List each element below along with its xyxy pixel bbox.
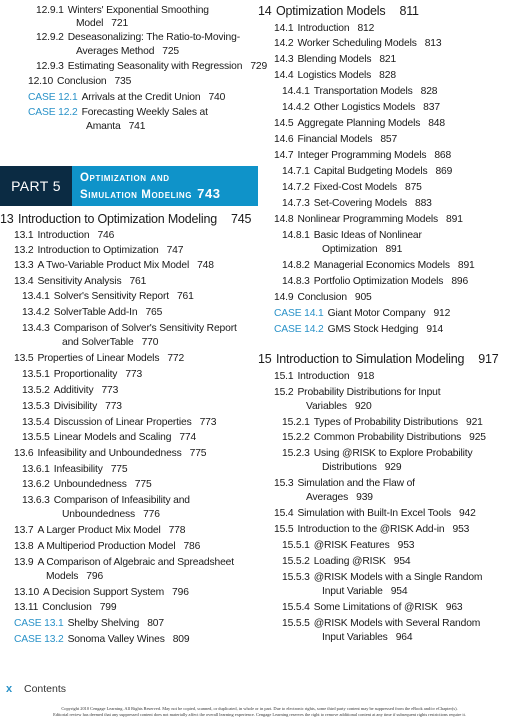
part-title-line2: Simulation Modeling	[80, 189, 193, 201]
toc-entry	[0, 322, 258, 335]
section-title: and SolverTable	[62, 337, 134, 348]
page-number: 773	[199, 417, 217, 428]
toc-entry	[258, 165, 519, 178]
section-number: 13.8	[14, 541, 34, 552]
page-number: 772	[167, 353, 185, 364]
page-number: 775	[134, 479, 152, 490]
toc-entry	[0, 384, 258, 397]
page-number: 813	[424, 38, 442, 49]
section-number: 13.5.4	[22, 417, 50, 428]
page-number: 868	[434, 150, 452, 161]
section-title: Introduction	[297, 23, 350, 34]
page-number: 773	[101, 385, 119, 396]
section-number: 13.2	[14, 245, 34, 256]
toc-entry	[0, 508, 258, 521]
toc-entry	[258, 370, 519, 383]
section-title: Blending Models	[297, 54, 372, 65]
chapter-entry	[0, 212, 258, 227]
toc-entry	[258, 555, 519, 568]
section-title: Input Variables	[322, 632, 388, 643]
section-title: Optimization Models	[276, 4, 386, 18]
section-title: Variables	[306, 401, 347, 412]
toc-entry	[0, 4, 258, 17]
page-number: 848	[428, 118, 445, 129]
section-title: Winters' Exponential Smoothing	[67, 5, 209, 16]
page-number: 929	[384, 462, 402, 473]
section-number: 13.4.1	[22, 291, 50, 302]
section-number: 15.5	[274, 524, 294, 535]
page-number-mark: x	[6, 683, 13, 695]
section-title: Introduction to Simulation Modeling	[276, 352, 465, 366]
section-title: Probability Distributions for Input	[297, 387, 441, 398]
section-title: GMS Stock Hedging	[327, 324, 419, 335]
section-number: CASE 13.1	[14, 618, 64, 629]
section-title: Some Limitations of @RISK	[313, 602, 438, 613]
section-title: Nonlinear Programming Models	[297, 214, 439, 225]
toc-entry	[0, 494, 258, 507]
section-number: CASE 14.1	[274, 308, 324, 319]
section-number: 15.5.5	[282, 618, 310, 629]
page-number: 725	[162, 46, 180, 57]
toc-entry	[0, 60, 268, 73]
toc-entry	[258, 213, 519, 226]
section-number: 14.6	[274, 134, 294, 145]
toc-entry	[0, 31, 258, 44]
toc-entry	[258, 461, 519, 474]
toc-entry	[0, 259, 258, 272]
toc-entry	[258, 101, 519, 114]
toc-entry	[258, 617, 519, 630]
page-number: 918	[357, 371, 375, 382]
page-number: 765	[145, 307, 163, 318]
toc-entry	[258, 53, 519, 66]
section-title: @RISK Models with a Single Random	[313, 572, 483, 583]
page-number: 869	[435, 166, 453, 177]
section-title: Models	[46, 571, 79, 582]
page-number: 912	[433, 308, 451, 319]
toc-entry	[258, 275, 519, 288]
page-number: 942	[458, 508, 476, 519]
toc-entry	[0, 275, 258, 288]
toc-entry	[0, 447, 258, 460]
section-title: Model	[76, 18, 104, 29]
page-number: 745	[230, 212, 252, 226]
section-number: 14.4.1	[282, 86, 310, 97]
page-number: 741	[128, 121, 146, 132]
section-number: CASE 12.2	[28, 107, 78, 118]
section-number: 14.2	[274, 38, 294, 49]
toc-entry	[0, 570, 258, 583]
toc-entry	[0, 352, 258, 365]
toc-entry	[0, 524, 258, 537]
page-number: 774	[179, 432, 197, 443]
section-title: A Larger Product Mix Model	[37, 525, 161, 536]
page-number: 811	[399, 4, 419, 18]
section-title: Comparison of Infeasibility and	[53, 495, 190, 506]
section-title: Sonoma Valley Wines	[67, 634, 165, 645]
page-number: 740	[208, 92, 226, 103]
section-title: Worker Scheduling Models	[297, 38, 417, 49]
page-number: 953	[397, 540, 415, 551]
section-number: 13.4.3	[22, 323, 50, 334]
section-title: Solver's Sensitivity Report	[53, 291, 169, 302]
page-number: 747	[166, 245, 184, 256]
toc-entry	[258, 601, 519, 614]
section-number: 14.8.3	[282, 276, 310, 287]
toc-entry	[0, 601, 258, 614]
section-title: Properties of Linear Models	[37, 353, 160, 364]
section-number: 12.10	[28, 76, 54, 87]
toc-entry	[0, 478, 258, 491]
section-title: Conclusion	[57, 76, 107, 87]
toc-entry	[258, 571, 519, 584]
toc-entry	[258, 69, 519, 82]
toc-entry	[258, 133, 519, 146]
section-title: Introduction	[37, 230, 90, 241]
page-number: 953	[452, 524, 470, 535]
section-number: 14.8.2	[282, 260, 310, 271]
section-title: Proportionality	[53, 369, 118, 380]
page-number: 954	[393, 556, 411, 567]
page-number: 925	[469, 432, 486, 443]
page-number: 748	[197, 260, 214, 271]
page-number: 828	[420, 86, 438, 97]
toc-entry	[258, 431, 519, 444]
section-number: 13.10	[14, 587, 40, 598]
toc-entry	[0, 556, 258, 569]
section-number: 13.9	[14, 557, 34, 568]
page-number: 891	[446, 214, 463, 225]
toc-entry	[0, 75, 258, 88]
case-entry	[258, 307, 519, 320]
section-title: Optimization	[322, 244, 378, 255]
chapter-entry	[258, 352, 519, 367]
section-number: 14.4	[274, 70, 294, 81]
page-number: 875	[405, 182, 422, 193]
section-number: CASE 14.2	[274, 324, 324, 335]
section-title: Forecasting Weekly Sales at	[81, 107, 208, 118]
toc-entry	[0, 45, 258, 58]
section-title: Infeasibility	[53, 464, 103, 475]
chapter-entry	[258, 4, 519, 19]
section-title: SolverTable Add-In	[53, 307, 138, 318]
section-number: 15.2.1	[282, 417, 310, 428]
section-title: Infeasibility and Unboundedness	[37, 448, 182, 459]
section-title: Introduction to Optimization Modeling	[18, 212, 217, 226]
copyright-line-2: Editorial review has deemed that any suppressed content does not materially affect the overall learning experience. Cengage Learning reserves the right to remove additional content at any time if subsequent rights restrictions require it.	[53, 712, 466, 717]
toc-entry	[258, 400, 519, 413]
section-title: Comparison of Solver's Sensitivity Report	[53, 323, 237, 334]
section-title: Loading @RISK	[313, 556, 386, 567]
section-number: 12.9.2	[36, 32, 64, 43]
toc-entry	[258, 243, 519, 256]
section-number: 14.7	[274, 150, 294, 161]
section-number: 15.5.2	[282, 556, 310, 567]
case-entry	[0, 106, 258, 119]
section-title: Conclusion	[297, 292, 347, 303]
section-number: 13.5	[14, 353, 34, 364]
section-title: A Two-Variable Product Mix Model	[37, 260, 190, 271]
section-title: Introduction to Optimization	[37, 245, 159, 256]
section-number: 14.9	[274, 292, 294, 303]
section-number: 12.9.1	[36, 5, 64, 16]
section-title: Fixed-Cost Models	[313, 182, 398, 193]
toc-entry	[258, 197, 519, 210]
page-number: 828	[379, 70, 396, 81]
section-number: 13.11	[14, 602, 39, 613]
page-number: 914	[426, 324, 444, 335]
section-title: @RISK Features	[313, 540, 390, 551]
page-number: 891	[457, 260, 475, 271]
section-number: 13.6	[14, 448, 34, 459]
page-number: 721	[111, 18, 129, 29]
section-title: Sensitivity Analysis	[37, 276, 122, 287]
section-number: 15.5.4	[282, 602, 310, 613]
section-title: Arrivals at the Credit Union	[81, 92, 201, 103]
section-title: Distributions	[322, 462, 377, 473]
page-number: 857	[380, 134, 398, 145]
section-title: Basic Ideas of Nonlinear	[313, 230, 422, 241]
section-title: Introduction to the @RISK Add-in	[297, 524, 445, 535]
section-title: Managerial Economics Models	[313, 260, 450, 271]
toc-entry	[258, 22, 519, 35]
section-title: Transportation Models	[313, 86, 413, 97]
toc-entry	[0, 244, 258, 257]
page-number: 905	[354, 292, 372, 303]
page-number: 770	[141, 337, 159, 348]
page-number: 883	[415, 198, 432, 209]
page-number: 812	[357, 23, 375, 34]
section-number: 14.5	[274, 118, 294, 129]
section-number: 15	[258, 352, 272, 366]
section-number: 14.8	[274, 214, 294, 225]
toc-entry	[0, 400, 258, 413]
page-number: 746	[97, 230, 115, 241]
section-title: Common Probability Distributions	[313, 432, 462, 443]
toc-entry	[258, 181, 519, 194]
case-entry	[0, 633, 258, 646]
page-number: 796	[86, 571, 104, 582]
section-number: 15.4	[274, 508, 294, 519]
section-number: 13.5.2	[22, 385, 50, 396]
part-label: PART 5	[0, 166, 72, 206]
section-title: Conclusion	[42, 602, 92, 613]
toc-entry	[258, 291, 519, 304]
section-title: Simulation and the Flaw of	[297, 478, 415, 489]
page-number: 921	[466, 417, 483, 428]
section-number: 13.4	[14, 276, 34, 287]
section-title: Logistics Models	[297, 70, 372, 81]
section-number: 15.2.2	[282, 432, 310, 443]
toc-entry	[258, 117, 519, 130]
part-page: 743	[197, 186, 221, 201]
section-title: Amanta	[86, 121, 121, 132]
page-number: 809	[172, 634, 190, 645]
section-number: 15.3	[274, 478, 294, 489]
section-number: 14.7.3	[282, 198, 310, 209]
toc-entry	[0, 463, 258, 476]
toc-entry	[0, 586, 258, 599]
section-number: 14.7.1	[282, 166, 310, 177]
section-title: Portfolio Optimization Models	[313, 276, 444, 287]
section-title: Capital Budgeting Models	[313, 166, 428, 177]
toc-entry	[258, 229, 519, 242]
page-number: 776	[143, 509, 160, 520]
toc-entry	[258, 477, 519, 490]
section-title: Introduction	[297, 371, 350, 382]
page-number: 773	[125, 369, 143, 380]
section-title: Deseasonalizing: The Ratio-to-Moving-	[67, 32, 240, 43]
section-number: 13.5.5	[22, 432, 50, 443]
case-entry	[0, 91, 258, 104]
page-number: 775	[110, 464, 128, 475]
page-number: 729	[250, 61, 268, 72]
part-title	[80, 171, 221, 203]
page-number: 964	[395, 632, 413, 643]
copyright-line-1: Copyright 2010 Cengage Learning. All Rights Reserved. May not be copied, scanned, or duplicated, in whole or in part. Due to electronic rights, some third party content may be suppressed from the eBook and/or eChapter(s).	[61, 706, 458, 711]
toc-entry	[258, 149, 519, 162]
toc-entry	[258, 37, 519, 50]
section-title: @RISK Models with Several Random	[313, 618, 481, 629]
toc-entry	[0, 229, 258, 242]
page-number: 837	[423, 102, 440, 113]
section-number: 14.7.2	[282, 182, 310, 193]
toc-entry	[0, 540, 258, 553]
section-number: 15.2	[274, 387, 294, 398]
section-number: 13.3	[14, 260, 34, 271]
toc-entry	[258, 585, 519, 598]
page-number: 761	[176, 291, 194, 302]
toc-entry	[258, 416, 519, 429]
toc-entry	[0, 431, 258, 444]
page-number: 939	[356, 492, 373, 503]
section-number: 15.2.3	[282, 448, 310, 459]
section-number: 13.7	[14, 525, 34, 536]
section-title: Integer Programming Models	[297, 150, 427, 161]
section-number: 13.5.3	[22, 401, 50, 412]
section-title: Set-Covering Models	[313, 198, 408, 209]
toc-entry	[258, 85, 519, 98]
section-number: 13.6.1	[22, 464, 50, 475]
page-number: 821	[379, 54, 397, 65]
toc-entry	[0, 17, 258, 30]
section-title: Unboundedness	[62, 509, 136, 520]
page-number: 796	[172, 587, 189, 598]
toc-entry	[0, 290, 258, 303]
page-number: 963	[445, 602, 463, 613]
page-number: 778	[168, 525, 186, 536]
part-banner	[0, 166, 258, 206]
page-number: 807	[147, 618, 164, 629]
toc-entry	[0, 368, 258, 381]
case-entry	[0, 617, 258, 630]
part-title-line1: Optimization and	[80, 172, 170, 184]
page-number: 799	[99, 602, 117, 613]
section-number: 15.5.1	[282, 540, 310, 551]
section-title: Linear Models and Scaling	[53, 432, 172, 443]
page-number: 954	[390, 586, 408, 597]
section-number: CASE 12.1	[28, 92, 78, 103]
page-number: 775	[189, 448, 207, 459]
section-title: Discussion of Linear Properties	[53, 417, 192, 428]
toc-entry	[258, 259, 519, 272]
section-number: 13	[0, 212, 14, 226]
section-number: 14.1	[274, 23, 294, 34]
section-number: 15.5.3	[282, 572, 310, 583]
section-title: Unboundedness	[53, 479, 127, 490]
toc-entry	[258, 386, 519, 399]
section-title: Input Variable	[322, 586, 383, 597]
section-number: CASE 13.2	[14, 634, 64, 645]
section-title: Simulation with Built-In Excel Tools	[297, 508, 451, 519]
toc-entry	[0, 120, 258, 133]
section-number: 13.6.3	[22, 495, 50, 506]
section-title: Additivity	[53, 385, 94, 396]
toc-entry	[258, 491, 519, 504]
section-title: Using @RISK to Explore Probability	[313, 448, 473, 459]
section-title: Types of Probability Distributions	[313, 417, 459, 428]
section-number: 13.5.1	[22, 369, 50, 380]
section-number: 14.3	[274, 54, 294, 65]
section-number: 12.9.3	[36, 61, 64, 72]
section-title: Averages Method	[76, 46, 155, 57]
section-number: 13.1	[14, 230, 34, 241]
section-number: 13.6.2	[22, 479, 50, 490]
toc-entry	[0, 306, 258, 319]
page-number: 891	[385, 244, 403, 255]
case-entry	[258, 323, 519, 336]
toc-entry	[258, 631, 519, 644]
page-number: 786	[183, 541, 201, 552]
page-number: 735	[114, 76, 132, 87]
toc-entry	[258, 539, 519, 552]
toc-entry	[258, 523, 519, 536]
section-number: 14.4.2	[282, 102, 310, 113]
toc-entry	[258, 507, 519, 520]
section-title: Estimating Seasonality with Regression	[67, 61, 243, 72]
section-number: 14	[258, 4, 272, 18]
section-title: A Multiperiod Production Model	[37, 541, 176, 552]
toc-entry	[0, 416, 258, 429]
section-title: Divisibility	[53, 401, 98, 412]
toc-entry	[258, 447, 519, 460]
page-number: 920	[354, 401, 372, 412]
section-title: Giant Motor Company	[327, 308, 426, 319]
section-title: Averages	[306, 492, 349, 503]
page-number: 773	[105, 401, 122, 412]
page-number: 761	[129, 276, 147, 287]
section-number: 13.4.2	[22, 307, 50, 318]
section-number: 14.8.1	[282, 230, 310, 241]
running-footer-label: Contents	[24, 683, 67, 695]
section-title: Aggregate Planning Models	[297, 118, 421, 129]
page-number: 917	[478, 352, 499, 366]
section-title: Shelby Shelving	[67, 618, 140, 629]
toc-entry	[0, 336, 258, 349]
section-number: 15.1	[274, 371, 294, 382]
page-number: 896	[451, 276, 469, 287]
section-title: Financial Models	[297, 134, 373, 145]
section-title: A Decision Support System	[43, 587, 165, 598]
section-title: Other Logistics Models	[313, 102, 416, 113]
section-title: A Comparison of Algebraic and Spreadsheet	[37, 557, 234, 568]
